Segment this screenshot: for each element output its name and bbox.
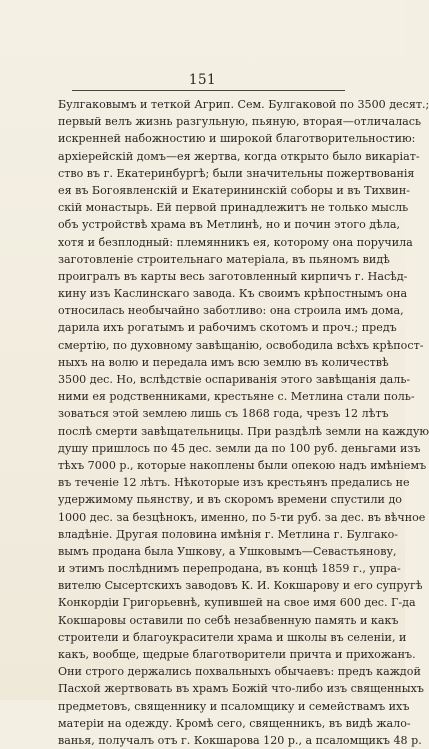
text-line: 1000 дес. за безцѣнокъ, именно, по 5-ти руб. за дес. въ вѣчное	[58, 510, 426, 524]
text-line: Кокшаровы оставили по себѣ незабвенную память и какъ	[58, 613, 399, 627]
text-line: вымъ продана была Ушкову, а Ушковымъ—Севастьянову,	[58, 544, 397, 558]
text-line: удержимому пьянству, и въ скоромъ времени спустили до	[58, 493, 402, 507]
text-line: Они строго держались похвальныхъ обычаевъ: предъ каждой	[58, 665, 421, 679]
text-line: строители и благоукрасители храма и школы въ селеніи, и	[58, 630, 407, 644]
text-line: кину изъ Каслинскаго завода. Къ своимъ крѣпостнымъ она	[58, 287, 408, 301]
page-number: 151	[188, 72, 217, 88]
text-line: тѣхъ 7000 р., которые накоплены были опекою надъ имѣніемъ	[58, 458, 427, 472]
text-line: въ теченіе 12 лѣтъ. Нѣкоторые изъ крестьянъ предались не	[58, 476, 410, 490]
text-line: дарила ихъ рогатымъ и рабочимъ скотомъ и проч.; предъ	[58, 321, 397, 335]
text-line: матеріи на одежду. Кромѣ сего, священникъ, въ видѣ жало-	[58, 716, 411, 730]
text-line: хотя и безплодный: племянникъ ея, которому она поручила	[58, 235, 413, 249]
text-line: ство въ г. Екатеринбургѣ; были значительны пожертвованія	[58, 166, 415, 180]
text-line: Пасхой жертвовать въ храмъ Божій что-либо изъ священныхъ	[58, 682, 424, 696]
body-text	[58, 96, 429, 749]
text-line: проигралъ въ карты весь заготовленный кирпичъ г. Насѣд-	[58, 269, 408, 283]
text-line: ныхъ на волю и передала имъ всю землю въ количествѣ	[58, 355, 389, 369]
text-line: владѣніе. Другая половина имѣнія г. Метлина г. Булгако-	[58, 527, 399, 541]
header-rule	[72, 90, 345, 91]
text-line: 3500 дес. Но, вслѣдствіе оспариванія этого завѣщанія даль-	[58, 373, 411, 386]
text-line: объ устройствѣ храма въ Метлинѣ, но и почин этого дѣла,	[58, 218, 401, 232]
text-line: и этимъ послѣднимъ перепродана, въ концѣ 1859 г., упра-	[58, 562, 401, 576]
text-line: послѣ смерти завѣщательницы. При раздѣлѣ земли на каждую	[58, 424, 429, 438]
text-line: предметовъ, священнику и псаломщику и семействамъ ихъ	[58, 699, 410, 713]
text-line: Булгаковымъ и теткой Агрип. Сем. Булгаковой по 3500 десят.;	[58, 98, 429, 111]
text-line: зоваться этой землею лишь съ 1868 года, чрезъ 12 лѣтъ	[58, 407, 389, 421]
text-line: ними ея родственниками, крестьяне с. Метлина стали поль-	[58, 390, 415, 404]
text-line: смертію, по духовному завѣщанію, освободила всѣхъ крѣпост-	[58, 338, 424, 352]
text-line: вителю Сысертскихъ заводовъ К. И. Кокшарову и его супругѣ	[58, 579, 423, 593]
text-line: какъ, вообще, щедрые благотворители причта и прихожанъ.	[58, 648, 416, 661]
text-line: относилась необычайно заботливо: она строила имъ дома,	[58, 304, 404, 318]
text-line: ея въ Богоявленскій и Екатерининскій соборы и въ Тихвин-	[58, 183, 410, 197]
text-line: заготовленіе строительнаго матеріала, въ пьяномъ видѣ	[58, 252, 390, 266]
text-line: искренней набожностию и широкой благотворительностию:	[58, 132, 416, 146]
text-line: душу пришлось по 45 дес. земли да по 100 руб. деньгами изъ	[58, 441, 421, 455]
text-line: Конкордіи Григорьевнѣ, купившей на свое имя 600 дес. Г-да	[58, 596, 416, 610]
text-line: ванья, получалъ отъ г. Кокшарова 120 р., а псаломщикъ 48 р.	[58, 733, 422, 747]
text-line: скій монастырь. Ей первой принадлежитъ не только мысль	[58, 201, 409, 215]
text-line: первый велъ жизнь разгульную, пьяную, вторая—отличалась	[58, 115, 421, 129]
text-line: архіерейскій домъ—ея жертва, когда открыто было викаріат-	[58, 149, 420, 163]
